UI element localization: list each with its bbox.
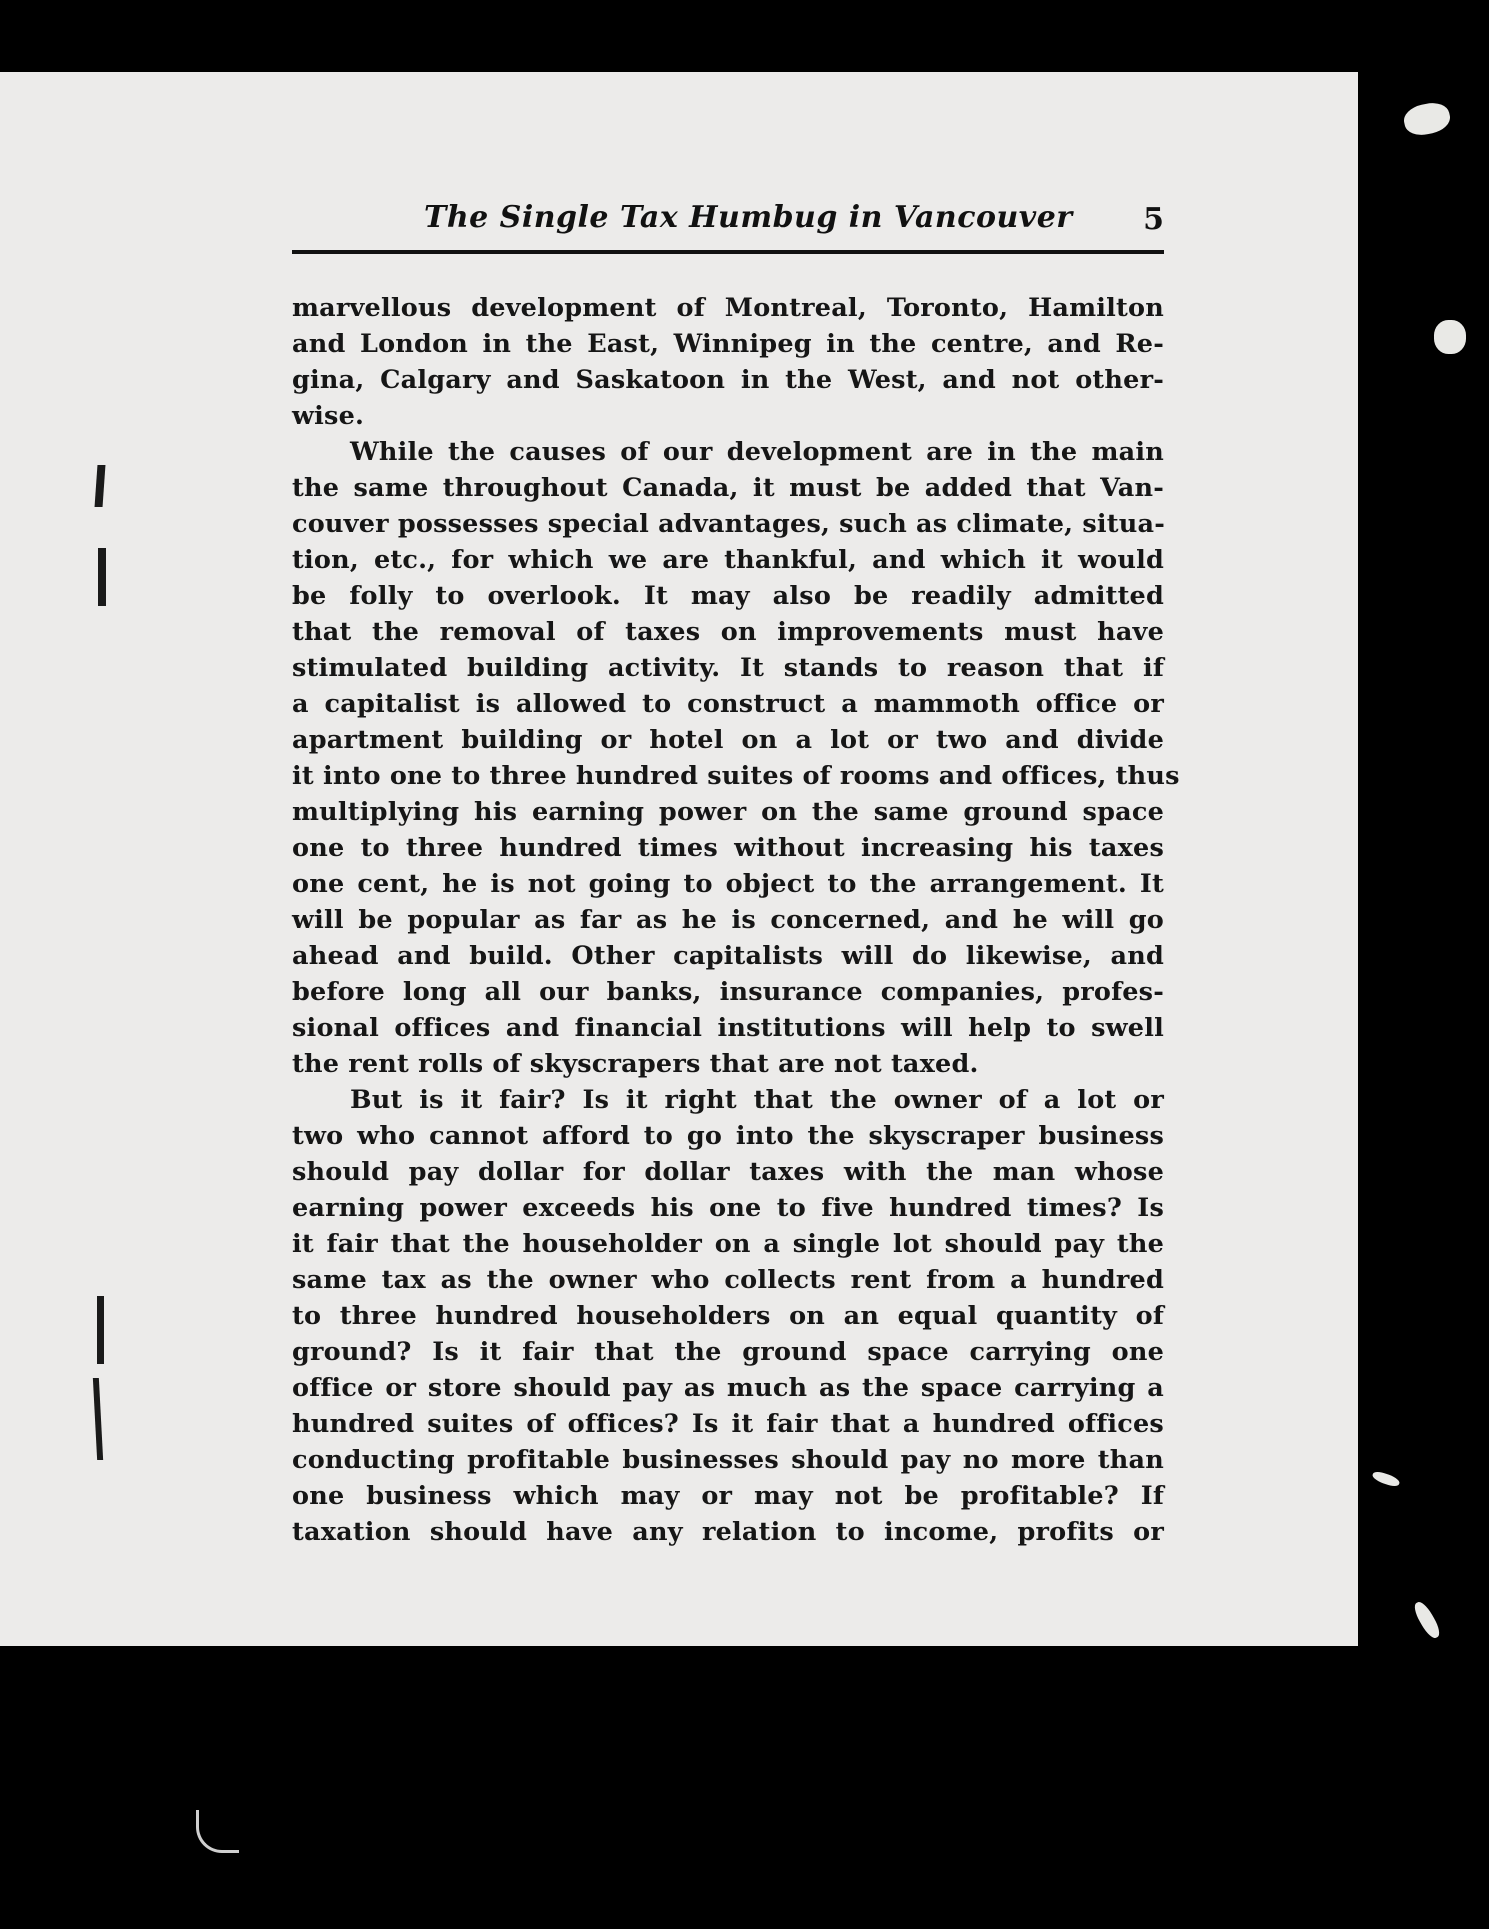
text-line: multiplying his earning power on the same ground space [292, 797, 1164, 827]
text-line: marvellous development of Montreal, Toronto, Hamilton [292, 293, 1164, 323]
text-line: couver possesses special advantages, such as climate, situa- [292, 509, 1166, 539]
text-line: hundred suites of offices? Is it fair that a hundred offices [292, 1409, 1164, 1439]
scan-speck [1434, 320, 1466, 354]
text-line: and London in the East, Winnipeg in the centre, and Re- [292, 329, 1164, 359]
text-line: two who cannot afford to go into the skyscraper business [292, 1121, 1164, 1151]
text-line: ground? Is it fair that the ground space carrying one [292, 1337, 1164, 1367]
text-line: apartment building or hotel on a lot or two and divide [292, 725, 1164, 755]
text-line: taxation should have any relation to income, profits or [292, 1517, 1164, 1547]
text-line: one cent, he is not going to object to the arrangement. It [292, 869, 1164, 899]
text-line: tion, etc., for which we are thankful, and which it would [292, 545, 1164, 575]
text-line: one to three hundred times without increasing his taxes [292, 833, 1164, 863]
text-line: the rent rolls of skyscrapers that are not taxed. [292, 1049, 979, 1079]
text-line: sional offices and financial institutions will help to swell [292, 1013, 1164, 1043]
text-line: earning power exceeds his one to five hundred times? Is [292, 1193, 1164, 1223]
text-line: it into one to three hundred suites of rooms and offices, thus [292, 761, 1180, 791]
text-line: conducting profitable businesses should pay no more than [292, 1445, 1164, 1475]
text-line: one business which may or may not be profitable? If [292, 1481, 1164, 1511]
text-line: wise. [292, 401, 365, 431]
text-line: ahead and build. Other capitalists will do likewise, and [292, 941, 1164, 971]
text-line: a capitalist is allowed to construct a mammoth office or [292, 689, 1164, 719]
text-line: it fair that the householder on a single lot should pay the [292, 1229, 1164, 1259]
binding-mark [97, 1296, 104, 1364]
binding-mark [98, 548, 106, 606]
text-line: before long all our banks, insurance companies, profes- [292, 977, 1164, 1007]
scan-speck [1371, 1470, 1401, 1489]
text-line: be folly to overlook. It may also be readily admitted [292, 581, 1164, 611]
text-line: the same throughout Canada, it must be added that Van- [292, 473, 1164, 503]
text-line: same tax as the owner who collects rent from a hundred [292, 1265, 1164, 1295]
text-line: will be popular as far as he is concerned, and he will go [292, 905, 1164, 935]
page-corner-curl [196, 1810, 239, 1853]
text-line: to three hundred householders on an equal quantity of [292, 1301, 1164, 1331]
text-line: that the removal of taxes on improvements must have [292, 617, 1164, 647]
scan-speck [1401, 100, 1452, 139]
body-text [292, 290, 1180, 1550]
running-header [292, 198, 1164, 254]
scan-speck [1411, 1599, 1443, 1641]
running-title: The Single Tax Humbug in Vancouver [424, 200, 1073, 235]
page-number: 5 [1143, 202, 1164, 237]
text-line: While the causes of our development are in the main [350, 437, 1164, 467]
text-line: stimulated building activity. It stands to reason that if [292, 653, 1164, 683]
text-line: But is it fair? Is it right that the owner of a lot or [350, 1085, 1164, 1115]
text-line: should pay dollar for dollar taxes with the man whose [292, 1157, 1164, 1187]
text-line: gina, Calgary and Saskatoon in the West, and not other- [292, 365, 1164, 395]
text-line: office or store should pay as much as the space carrying a [292, 1373, 1164, 1403]
